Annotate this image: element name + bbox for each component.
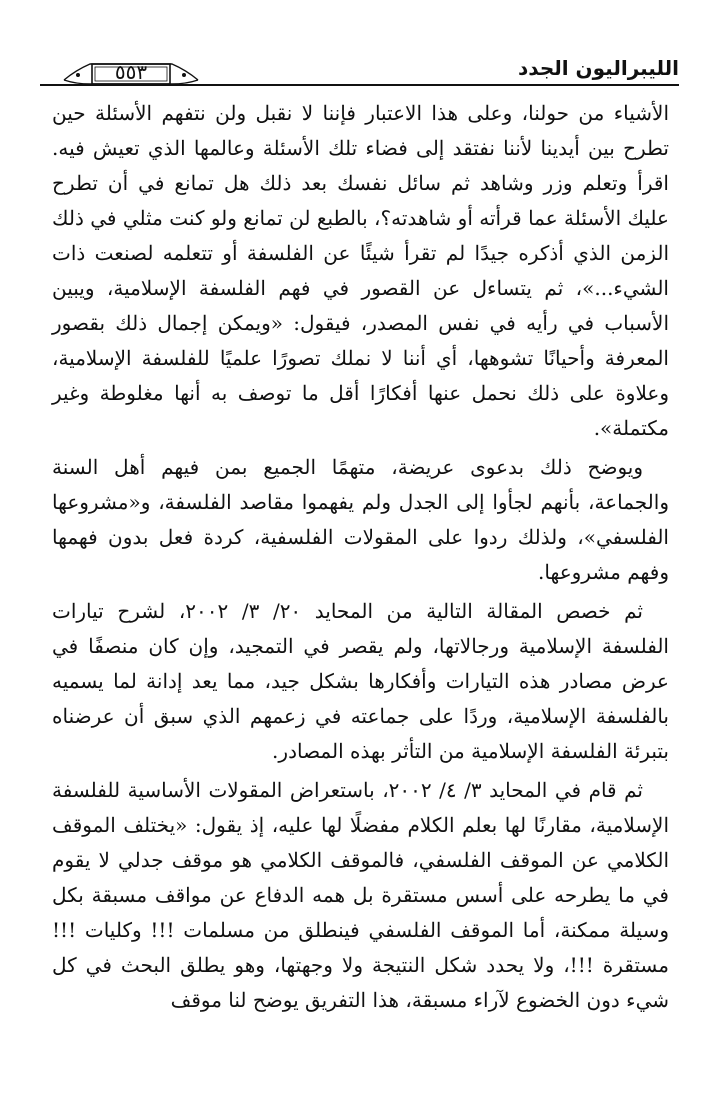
page-header bbox=[40, 50, 679, 92]
paragraph-4: ثم قام في المحايد ٣/ ٤/ ٢٠٠٢، باستعراض المقولات الأساسية للفلسفة الإسلامية، مقارنًا لها بعلم الكلام مفضلًا لها عليه، إذ يقول: «يختلف الموقف الكلامي عن الموقف الفلسفي، فالموقف الكلامي هو موقف جدلي لا يقوم في ما يطرحه على أسس مستقرة بل همه الدفاع عن مواقف مسبقة بكل وسيلة ممكنة، أما الموقف الفلسفي فينطلق من مسلمات !!! وكليات !!! مستقرة !!!، ولا يحدد شكل النتيجة ولا وجهتها، وهو يطلق البحث في كل شيء دون الخضوع لآراء مسبقة، هذا التفريق يوضح لنا موقف bbox=[52, 778, 669, 1012]
paragraph-1: الأشياء من حولنا، وعلى هذا الاعتبار فإننا لا نقبل ولن نتفهم الأسئلة حين تطرح بين أيدينا لأننا نفتقد إلى فضاء تلك الأسئلة وعالمها الذي تعيش فيه. اقرأ وتعلم وزر وشاهد ثم سائل نفسك بعد ذلك هل تمانع في أن تطرح عليك الأسئلة عما قرأته أو شاهدته؟، بالطبع لن تمانع ولو كنت مثلي في ذلك الزمن الذي أذكره جيدًا لم تقرأ شيئًا عن الفلسفة أو تتعلمه لصنعت ذات الشيء...»، ثم يتساءل عن القصور في فهم الفلسفة الإسلامية، ويبين الأسباب في رأيه في نفس المصدر، فيقول: «ويمكن إجمال ذلك بقصور المعرفة وأحيانًا تشوهها، أي أننا لا نملك تصورًا علميًا للفلسفة الإسلامية، وعلاوة على ذلك نحمل عنها أفكارًا أقل ما توصف به أنها مغلوطة وغير مكتملة». bbox=[52, 101, 669, 440]
body-text bbox=[52, 96, 669, 1018]
header-rule bbox=[40, 84, 679, 86]
running-head-title: الليبراليون الجدد bbox=[518, 56, 679, 80]
page-number-ornament bbox=[62, 58, 200, 86]
paragraph-2: ويوضح ذلك بدعوى عريضة، متهمًا الجميع بمن فيهم أهل السنة والجماعة، بأنهم لجأوا إلى الجدل ولم يفهموا مقاصد الفلسفة، و«مشروعها الفلسفي»، ولذلك ردوا على المقولات الفلسفية، كردة فعل بدون فهمها وفهم مشروعها. bbox=[52, 455, 669, 584]
page-number: ٥٥٣ bbox=[114, 60, 148, 84]
paragraph-3: ثم خصص المقالة التالية من المحايد ٢٠/ ٣/ ٢٠٠٢، لشرح تيارات الفلسفة الإسلامية ورجالاتها، ولم يقصر في التمجيد، وإن كان منصفًا في عرض مصادر هذه التيارات وأفكارها بشكل جيد، مما يعد إدانة لما يسميه بالفلسفة الإسلامية، وردًا على جماعته في زعمهم الذي سبق أن عرضناه بتبرئة الفلسفة الإسلامية من التأثر بهذه المصادر. bbox=[52, 599, 669, 763]
